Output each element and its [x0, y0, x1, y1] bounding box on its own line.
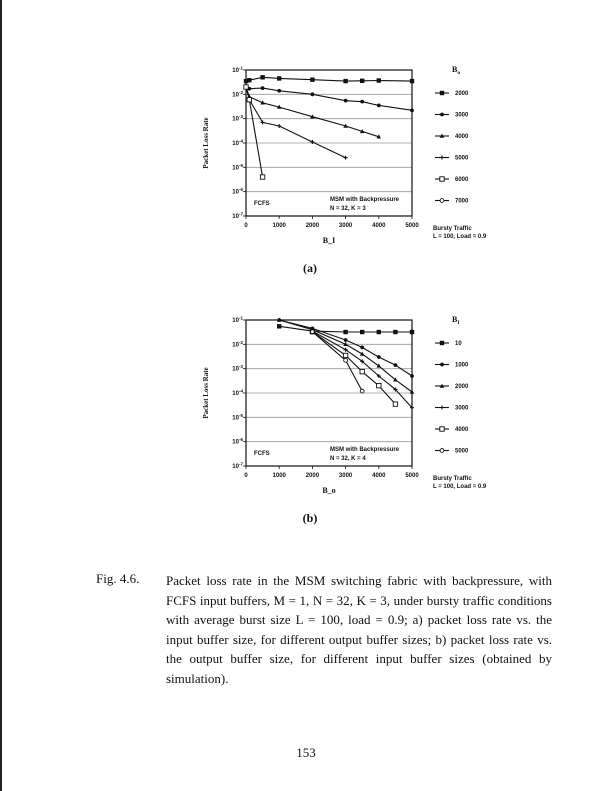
marker-open-square: [393, 402, 397, 406]
marker-square: [377, 78, 381, 82]
legend-title: $B_o$: [452, 65, 461, 76]
marker-plus: [440, 156, 444, 160]
y-tick-label: $10^{-3}$: [232, 114, 243, 123]
marker-open-circle: [440, 449, 444, 453]
x-tick-label: 0: [244, 223, 248, 229]
marker-dot: [377, 355, 381, 359]
annotation-traffic-params: L = 100, Load = 0.9: [433, 484, 487, 490]
legend-label-6000: 6000: [455, 177, 469, 183]
figure-caption: Packet loss rate in the MSM switching fabric with backpressure, with FCFS input buffers, M = 1, N = 32, K = 3, under bursty traffic conditions with average burst size L = 100, load = 0.9; a) packet loss rate vs. the input buffer size, for different output buffer sizes; b) packet loss rate vs. the output buffer size, for different input buffer sizes (obtained by simulation).: [166, 573, 552, 686]
marker-square: [410, 79, 414, 83]
annotation-params: N = 32, K = 3: [330, 206, 366, 212]
marker-dot: [440, 363, 444, 367]
x-axis-label-b: B_o: [322, 486, 336, 495]
marker-dot: [410, 374, 414, 378]
y-tick-label: $10^{-6}$: [232, 187, 243, 196]
marker-dot: [311, 92, 315, 96]
annotation-traffic-params: L = 100, Load = 0.9: [433, 234, 487, 240]
annotation-traffic: Bursty Traffic: [433, 476, 472, 482]
figure-label: Fig. 4.6.: [96, 571, 140, 586]
legend-label-3000: 3000: [455, 112, 469, 119]
legend-label-2000: 2000: [455, 91, 469, 97]
marker-open-circle: [360, 389, 364, 393]
x-tick-label: 4000: [372, 223, 386, 229]
marker-square: [277, 324, 281, 328]
chart-b-packet-loss-vs-output-buffer: [190, 305, 500, 505]
marker-dot: [344, 338, 348, 342]
x-tick-label: 5000: [405, 223, 419, 229]
x-tick-label: 4000: [372, 473, 386, 479]
marker-square: [377, 330, 381, 334]
y-axis-label: Packet Loss Rate: [202, 367, 210, 419]
annotation-traffic: Bursty Traffic: [433, 226, 472, 232]
x-tick-label: 1000: [272, 223, 286, 229]
marker-open-square: [377, 383, 381, 387]
page-number: 153: [296, 745, 316, 760]
series-line-2000: [246, 77, 412, 81]
marker-square: [440, 91, 444, 95]
marker-dot: [344, 99, 348, 103]
marker-open-square: [440, 427, 444, 431]
legend-label-4000: 4000: [455, 427, 469, 433]
legend-label-5000: 5000: [455, 448, 469, 455]
marker-open-square: [360, 370, 364, 374]
x-tick-label: 5000: [405, 473, 419, 479]
legend-label-1000: 1000: [455, 362, 469, 369]
marker-dot: [394, 363, 398, 367]
marker-dot: [440, 113, 444, 117]
marker-square: [440, 341, 444, 345]
y-tick-label: $10^{-3}$: [232, 364, 243, 373]
marker-square: [360, 79, 364, 83]
annotation-fcfs: FCFS: [254, 451, 270, 457]
y-tick-label: $10^{-2}$: [232, 339, 243, 349]
x-tick-label: 3000: [338, 473, 353, 479]
x-axis-label-a: B_I: [322, 236, 336, 245]
marker-open-circle: [311, 330, 315, 334]
y-tick-label: $10^{-7}$: [232, 211, 243, 220]
marker-open-square: [247, 98, 251, 102]
y-tick-label: $10^{-5}$: [232, 412, 243, 422]
marker-square: [247, 78, 251, 82]
marker-open-square: [440, 177, 444, 181]
marker-open-square: [343, 353, 347, 357]
marker-dot: [277, 89, 281, 93]
marker-square: [343, 79, 347, 83]
marker-open-circle: [344, 358, 348, 362]
marker-square: [343, 330, 347, 334]
y-tick-label: $10^{-2}$: [232, 89, 243, 99]
y-tick-label: $10^{-7}$: [232, 461, 243, 470]
x-tick-label: 3000: [338, 223, 353, 229]
marker-plus: [344, 156, 348, 160]
x-tick-label: 0: [244, 473, 248, 479]
legend-label-3000: 3000: [455, 405, 469, 412]
marker-square: [410, 330, 414, 334]
marker-open-square: [244, 85, 248, 89]
marker-plus: [440, 406, 444, 410]
legend-label-10: 10: [455, 341, 462, 347]
x-tick-label: 2000: [305, 223, 320, 229]
y-tick-label: $10^{-4}$: [232, 388, 243, 397]
page-edge: [0, 0, 2, 791]
marker-dot: [410, 108, 414, 112]
marker-open-circle: [440, 199, 444, 203]
annotation-fcfs: FCFS: [254, 201, 270, 207]
y-tick-label: $10^{-1}$: [232, 65, 243, 74]
annotation-msm: MSM with Backpressure: [330, 197, 400, 203]
annotation-params: N = 32, K = 4: [330, 456, 366, 462]
marker-square: [360, 330, 364, 334]
marker-square: [260, 75, 264, 79]
legend-label-5000: 5000: [455, 155, 469, 162]
legend-label-7000: 7000: [455, 198, 469, 205]
marker-dot: [360, 100, 364, 104]
y-tick-label: $10^{-5}$: [232, 162, 243, 172]
x-tick-label: 2000: [305, 473, 320, 479]
legend-label-2000: 2000: [455, 384, 469, 390]
marker-square: [310, 77, 314, 81]
y-tick-label: $10^{-6}$: [232, 437, 243, 446]
chart-a-packet-loss-vs-input-buffer: [190, 55, 500, 255]
marker-dot: [377, 104, 381, 108]
subcaption-a: (a): [303, 261, 317, 275]
legend-label-4000: 4000: [455, 134, 469, 140]
marker-square: [277, 76, 281, 80]
y-tick-label: $10^{-1}$: [232, 315, 243, 324]
marker-open-square: [260, 175, 264, 179]
legend-title: $B_I$: [452, 315, 460, 326]
x-tick-label: 1000: [272, 473, 286, 479]
y-axis-label: Packet Loss Rate: [202, 117, 210, 169]
y-tick-label: $10^{-4}$: [232, 138, 243, 147]
marker-plus: [277, 124, 281, 128]
marker-square: [393, 330, 397, 334]
series-line-3000: [246, 87, 412, 110]
marker-dot: [360, 345, 364, 349]
subcaption-b: (b): [302, 511, 318, 525]
annotation-msm: MSM with Backpressure: [330, 447, 400, 453]
marker-dot: [261, 86, 265, 90]
